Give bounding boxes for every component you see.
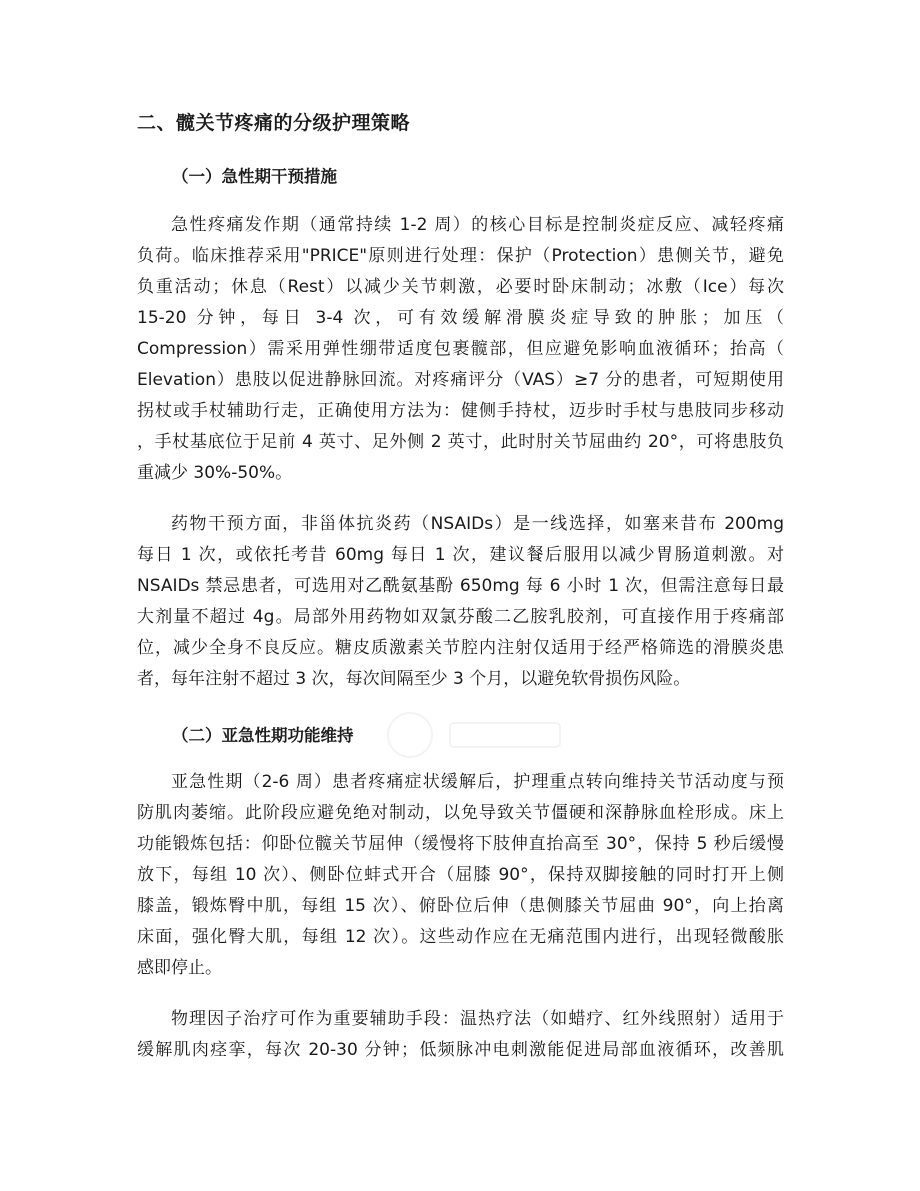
paragraph-line: 位，减少全身不良反应。糖皮质激素关节腔内注射仅适用于经严格筛选的滑膜炎患 [137,638,784,658]
paragraph-line: 拐杖或手杖辅助行走，正确使用方法为：健侧手持杖，迈步时手杖与患肢同步移动 [137,401,784,421]
paragraph-line: 负重活动；休息（Rest）以减少关节刺激，必要时卧床制动；冰敷（Ice）每次 [137,277,784,297]
paragraph-medication [137,509,784,695]
paragraph-line: 大剂量不超过 4g。局部外用药物如双氯芬酸二乙胺乳胶剂，可直接作用于疼痛部 [137,607,784,627]
paragraph-line: 亚急性期（2-6 周）患者疼痛症状缓解后，护理重点转向维持关节活动度与预 [171,772,784,792]
faint-watermark [380,705,580,765]
paragraph-line: 物理因子治疗可作为重要辅助手段：温热疗法（如蜡疗、红外线照射）适用于 [171,1009,784,1029]
paragraph-line: 药物干预方面，非甾体抗炎药（NSAIDs）是一线选择，如塞来昔布 200mg [171,514,784,534]
paragraph-line: NSAIDs 禁忌患者，可选用对乙酰氨基酚 650mg 每 6 小时 1 次，但需注意每日最 [137,576,784,596]
paragraph-line: ，手杖基底位于足前 4 英寸、足外侧 2 英寸，此时肘关节屈曲约 20°，可将患肢负 [137,432,784,452]
paragraph-line: 防肌肉萎缩。此阶段应避免绝对制动，以免导致关节僵硬和深静脉血栓形成。床上 [137,803,784,823]
paragraph-acute-intro [137,210,784,489]
paragraph-line: 功能锻炼包括：仰卧位髋关节屈伸（缓慢将下肢伸直抬高至 30°，保持 5 秒后缓慢 [137,834,784,854]
paragraph-line: Compression）需采用弹性绷带适度包裹髋部，但应避免影响血液循环；抬高（ [137,339,784,359]
paragraph-line: 负荷。临床推荐采用"PRICE"原则进行处理：保护（Protection）患侧关节，避免 [137,246,784,266]
paragraph-line: 者，每年注射不超过 3 次，每次间隔至少 3 个月，以避免软骨损伤风险。 [137,669,691,689]
paragraph-physical-therapy [137,1004,784,1066]
paragraph-subacute-exercise [137,767,784,984]
paragraph-line: 缓解肌肉痉挛，每次 20-30 分钟；低频脉冲电刺激能促进局部血液循环，改善肌 [137,1040,784,1060]
subsection-title-subacute: （二）亚急性期功能维持 [172,726,354,745]
paragraph-line: 感即停止。 [137,958,222,978]
paragraph-line: 床面，强化臀大肌，每组 12 次）。这些动作应在无痛范围内进行，出现轻微酸胀 [137,927,784,947]
paragraph-line: Elevation）患肢以促进静脉回流。对疼痛评分（VAS）≥7 分的患者，可短期使用 [137,370,784,390]
section-title: 二、髋关节疼痛的分级护理策略 [137,112,411,134]
paragraph-line: 重减少 30%-50%。 [137,463,293,483]
paragraph-line: 15-20 分钟，每日 3-4 次，可有效缓解滑膜炎症导致的肿胀；加压（ [137,308,784,328]
paragraph-line: 每日 1 次，或依托考昔 60mg 每日 1 次，建议餐后服用以减少胃肠道刺激。对 [137,545,784,565]
subsection-title-acute: （一）急性期干预措施 [172,167,337,186]
paragraph-line: 急性疼痛发作期（通常持续 1-2 周）的核心目标是控制炎症反应、减轻疼痛 [171,215,784,235]
paragraph-line: 膝盖，锻炼臀中肌，每组 15 次）、俯卧位后伸（患侧膝关节屈曲 90°，向上抬离 [137,896,784,916]
paragraph-line: 放下，每组 10 次）、侧卧位蚌式开合（屈膝 90°，保持双脚接触的同时打开上侧 [137,865,784,885]
